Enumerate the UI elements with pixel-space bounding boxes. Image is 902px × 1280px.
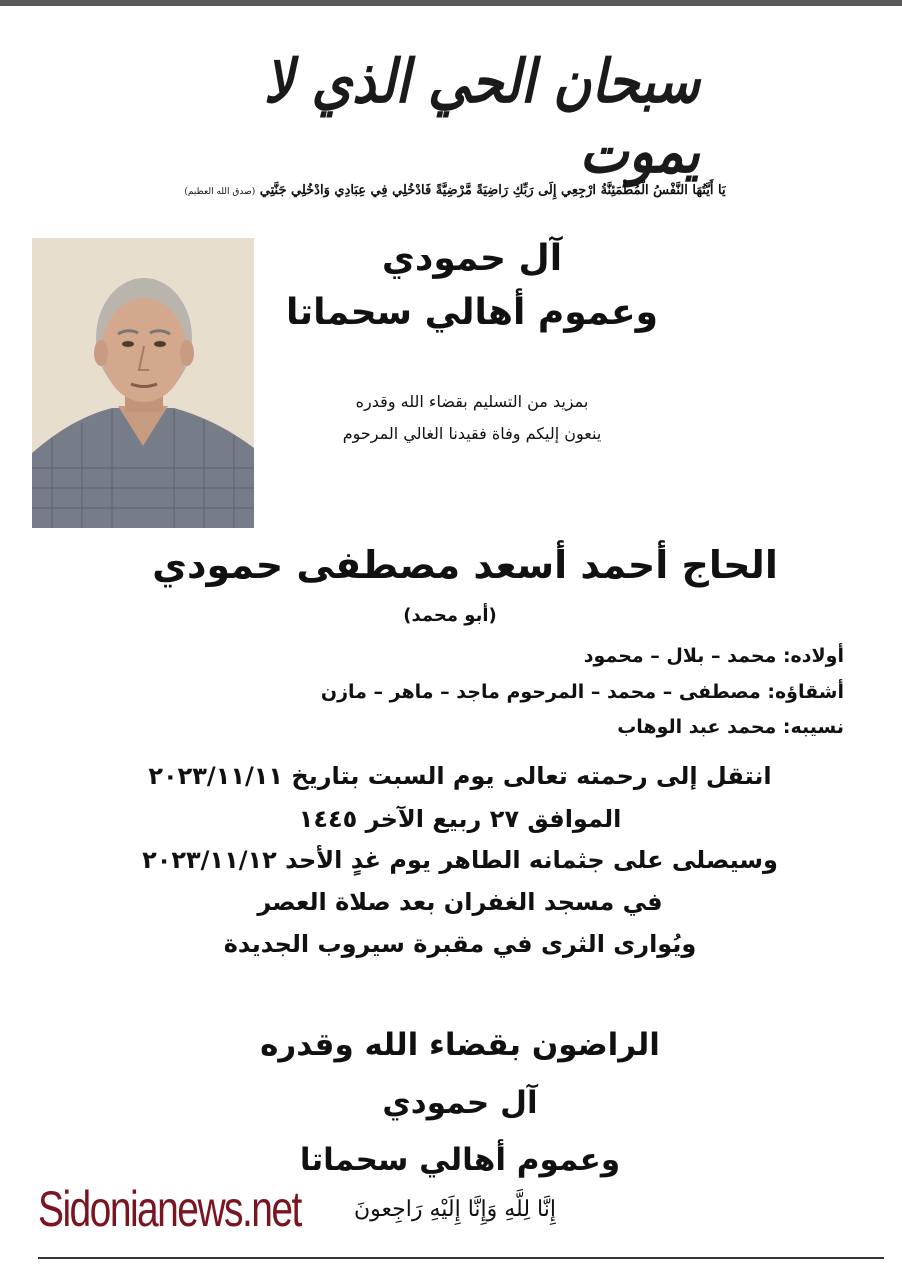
relatives-inlaw-label: نسيبه: [782,716,844,738]
portrait-image [32,238,254,528]
relatives-inlaw [204,716,844,738]
quran-phrase: إِنَّا لِلَّهِ وَإِنَّا إِلَيْهِ رَاجِعونَ [354,1197,556,1222]
family-name-top: آل حمودي [381,238,563,279]
relatives-brothers [204,681,844,703]
relatives-brothers-value: مصطفى – محمد – المرحوم ماجد – ماهر – مازن [320,681,768,703]
bottom-divider [38,1257,884,1259]
verse-text: يَا أَيَّتُهَا النَّفْسُ الْمُطْمَئِنَّةُ ارْجِعِي إِلَى رَبِّكِ رَاضِيَةً مَّرْضِيَّةً فَادْخُلِي فِي عِبَادِي وَادْخُلِي جَنَّتِي [259,183,726,198]
relatives-sons-value: محمد – بلال – محمود [583,645,783,667]
funeral-prayer-date: وسيصلى على جثمانه الطاهر يوم غدٍ الأحد ٢٠٢٣/١١/١٢ [142,846,778,874]
family-community-top: وعموم أهالي سحماتا [286,292,658,333]
site-watermark: Sidonianews.net [38,1181,301,1237]
relatives-brothers-label: أشقاؤه: [767,681,844,703]
deceased-name: الحاج أحمد أسعد مصطفى حمودي [152,543,778,587]
header-calligraphy: سبحان الحي الذي لا يموت [263,46,700,188]
relatives-sons [204,645,844,667]
deceased-kunya: (أبو محمد) [403,605,497,626]
closing-community: وعموم أهالي سحماتا [299,1142,621,1178]
funeral-mosque: في مسجد الغفران بعد صلاة العصر [257,888,663,916]
top-border [0,0,902,6]
closing-acceptance: الراضون بقضاء الله وقدره [260,1027,660,1063]
relatives-sons-label: أولاده: [782,645,844,667]
intro-line-2: ينعون إليكم وفاة فقيدنا الغالي المرحوم [342,424,602,443]
relatives-inlaw-value: محمد عبد الوهاب [617,716,783,738]
quran-verse [100,183,810,198]
deceased-photo [32,238,254,528]
hijri-date: الموافق ٢٧ ربيع الآخر ١٤٤٥ [298,805,622,833]
burial-place: ويُوارى الثرى في مقبرة سيروب الجديدة [223,930,697,958]
closing-family-name: آل حمودي [382,1085,538,1121]
verse-closing: (صدق الله العظيم) [184,187,256,197]
intro-line-1: بمزيد من التسليم بقضاء الله وقدره [355,392,589,411]
death-date: انتقل إلى رحمته تعالى يوم السبت بتاريخ ٢٠٢٣/١١/١١ [148,762,772,790]
